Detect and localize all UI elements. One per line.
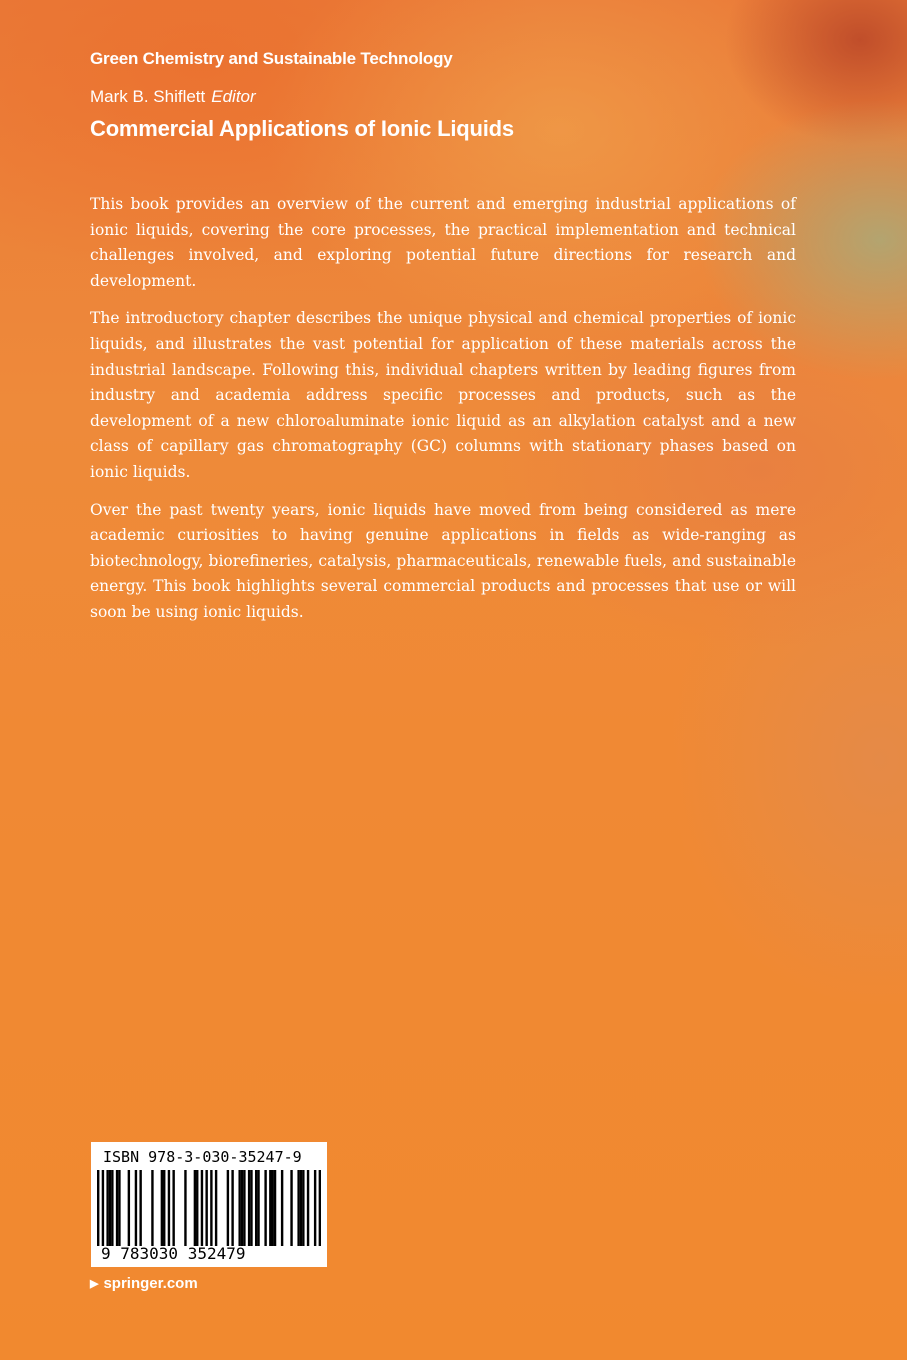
isbn-barcode bbox=[91, 1142, 327, 1267]
barcode-bar bbox=[302, 1170, 304, 1246]
barcode-bar bbox=[271, 1170, 273, 1246]
barcode-bar bbox=[257, 1170, 259, 1246]
barcode-bar bbox=[102, 1170, 104, 1246]
book-title: Commercial Applications of Ionic Liquids bbox=[90, 116, 514, 141]
barcode-bar bbox=[194, 1170, 196, 1246]
barcode-bar bbox=[111, 1170, 113, 1246]
barcode-bar bbox=[241, 1170, 243, 1246]
barcode-bar bbox=[97, 1170, 99, 1246]
barcode-bar bbox=[269, 1170, 271, 1246]
arrow-right-icon: ▶ bbox=[90, 1278, 99, 1290]
barcode-bar bbox=[135, 1170, 137, 1246]
isbn-label: ISBN 978-3-030-35247-9 bbox=[103, 1148, 302, 1166]
barcode-bar bbox=[161, 1170, 163, 1246]
barcode-bar bbox=[215, 1170, 217, 1246]
barcode-bar bbox=[227, 1170, 229, 1246]
barcode-bar bbox=[281, 1170, 283, 1246]
website-text: springer.com bbox=[103, 1275, 198, 1292]
barcode-bar bbox=[139, 1170, 141, 1246]
barcode-bar bbox=[248, 1170, 250, 1246]
barcode-bar bbox=[300, 1170, 302, 1246]
barcode-bar bbox=[307, 1170, 309, 1246]
barcode-bar bbox=[196, 1170, 198, 1246]
editor-line bbox=[90, 87, 256, 107]
barcode-bar bbox=[210, 1170, 212, 1246]
barcode-bar bbox=[201, 1170, 203, 1246]
blurb-paragraph: The introductory chapter describes the unique physical and chemical properties of ionic liquids, and illustrates the vast potential for application of these materials across the industrial landscape. Following this, individual chapters written by leading figures from industry and academia address specific processes and products, such as the development of a new chloroaluminate ionic liquid as an alkylation catalyst and a new class of capillary gas chromatography (GC) columns with stationary phases based on ionic liquids. bbox=[90, 309, 796, 481]
blurb-paragraph: Over the past twenty years, ionic liquids have moved from being considered as mere academic curiosities to having genuine applications in fields as wide-ranging as biotechnology, biorefineries, catalysis, pharmaceuticals, renewable fuels, and sustainable energy. This book highlights several commercial products and processes that use or will soon be using ionic liquids. bbox=[90, 500, 796, 621]
barcode-digits: 9 783030 352479 bbox=[101, 1244, 246, 1263]
barcode-bar bbox=[238, 1170, 240, 1246]
barcode-bar bbox=[128, 1170, 130, 1246]
barcode-bar bbox=[319, 1170, 321, 1246]
barcode-bar bbox=[106, 1170, 108, 1246]
barcode-bar bbox=[205, 1170, 207, 1246]
barcode-bars bbox=[97, 1170, 321, 1246]
barcode-bar bbox=[264, 1170, 266, 1246]
barcode-bar bbox=[297, 1170, 299, 1246]
barcode-bar bbox=[231, 1170, 233, 1246]
barcode-bar bbox=[168, 1170, 170, 1246]
barcode-bar bbox=[290, 1170, 292, 1246]
editor-name: Mark B. Shiflett bbox=[90, 87, 206, 106]
website-link[interactable] bbox=[90, 1275, 198, 1292]
barcode-bar bbox=[250, 1170, 252, 1246]
barcode-bar bbox=[163, 1170, 165, 1246]
barcode-bar bbox=[109, 1170, 111, 1246]
barcode-bar bbox=[151, 1170, 153, 1246]
barcode-bar bbox=[118, 1170, 120, 1246]
barcode-bar bbox=[116, 1170, 118, 1246]
series-title: Green Chemistry and Sustainable Technology bbox=[90, 49, 453, 68]
barcode-bar bbox=[255, 1170, 257, 1246]
editor-role: Editor bbox=[211, 87, 256, 106]
blurb bbox=[90, 192, 796, 638]
barcode-bar bbox=[184, 1170, 186, 1246]
blurb-paragraph: This book provides an overview of the current and emerging industrial applications of ionic liquids, covering the core processes, the practical implementation and technical challenges involved, and exploring potential future directions for research and development. bbox=[90, 195, 796, 290]
barcode-bar bbox=[274, 1170, 276, 1246]
barcode-bar bbox=[243, 1170, 245, 1246]
barcode-bar bbox=[314, 1170, 316, 1246]
barcode-bar bbox=[172, 1170, 174, 1246]
